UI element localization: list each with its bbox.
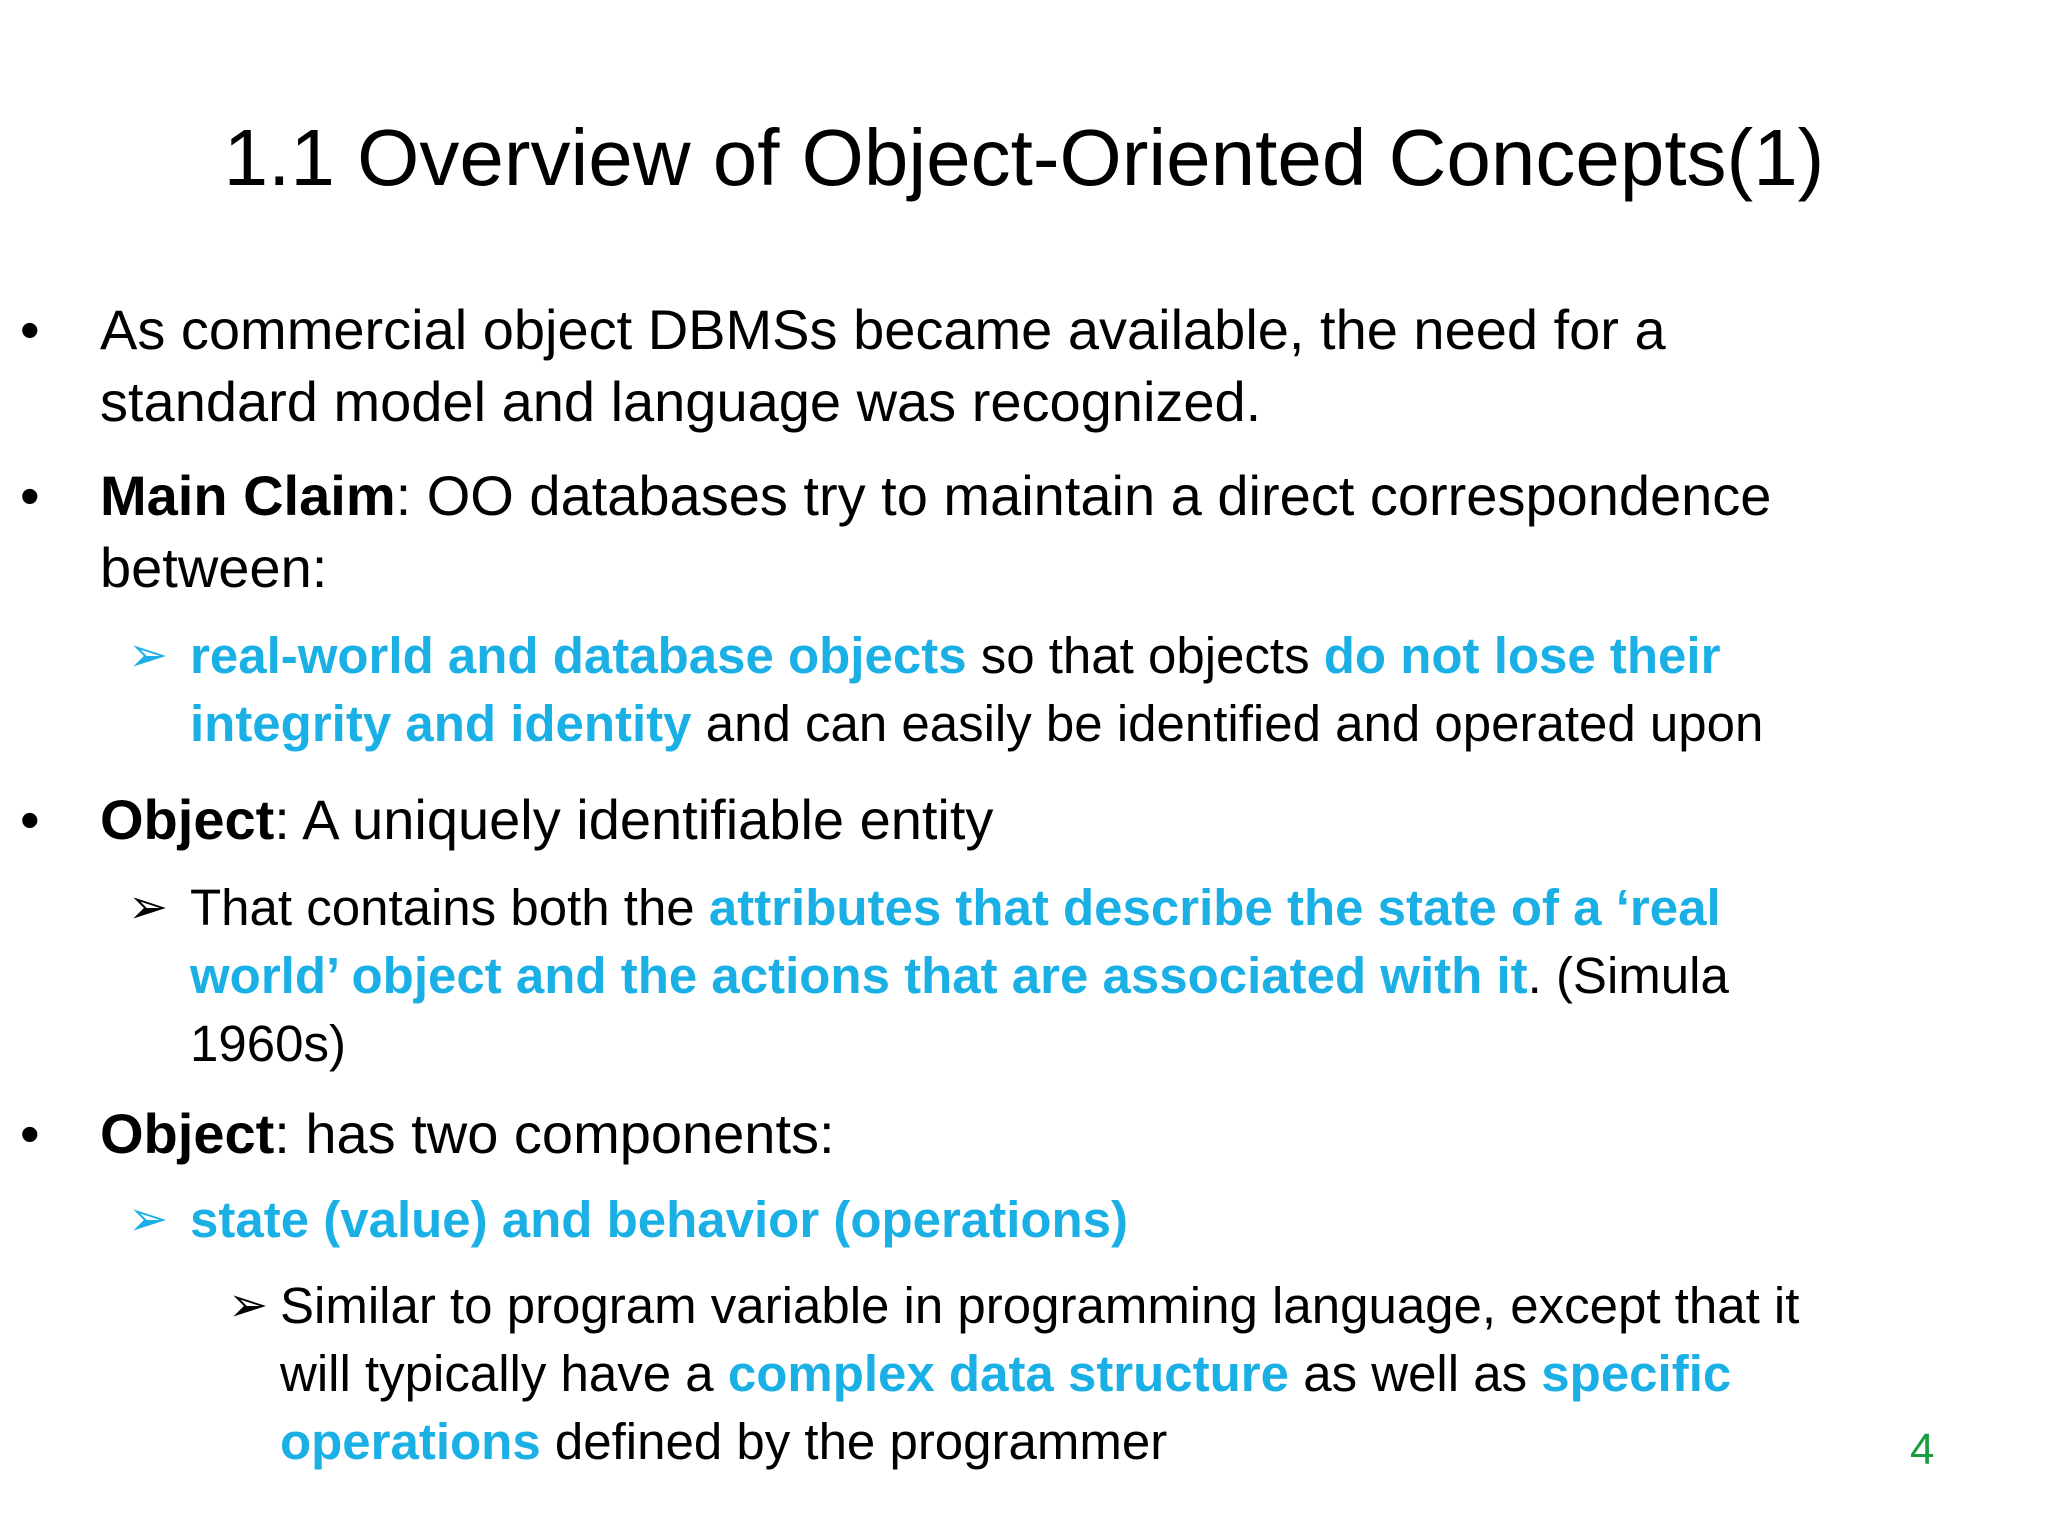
arrow-bullet-icon: ➢ xyxy=(128,881,169,934)
plain-text: so that objects xyxy=(966,627,1324,684)
plain-text: will typically have a xyxy=(280,1345,728,1402)
plain-text: as well as xyxy=(1289,1345,1542,1402)
sub-3-1-line-1 xyxy=(190,879,1721,936)
bullet-3-line-1 xyxy=(100,788,994,851)
highlight-text: state (value) and behavior (operations) xyxy=(190,1191,1129,1248)
plain-text: and can easily be identified and operated upon xyxy=(691,695,1764,752)
highlight-text: world’ object and the actions that are associated with it xyxy=(190,947,1528,1004)
highlight-text: real-world and database objects xyxy=(190,627,967,684)
sub-4-1-1-line-2 xyxy=(280,1345,1732,1402)
highlight-text: complex data structure xyxy=(727,1345,1290,1402)
highlight-text: specific xyxy=(1541,1345,1732,1402)
sub-3-1-line-2 xyxy=(190,947,1729,1004)
plain-text: That contains both the xyxy=(190,879,709,936)
term-object: Object xyxy=(100,1102,275,1165)
highlight-text: integrity and identity xyxy=(190,695,692,752)
highlight-text: operations xyxy=(280,1413,541,1470)
highlight-text: do not lose their xyxy=(1323,627,1721,684)
bullet-4-text: : has two components: xyxy=(274,1102,835,1165)
arrow-bullet-icon: ➢ xyxy=(228,1279,269,1332)
arrow-bullet-icon: ➢ xyxy=(128,629,169,682)
highlight-text: attributes that describe the state of a ‘real xyxy=(708,879,1721,936)
arrow-bullet-icon: ➢ xyxy=(128,1193,169,1246)
sub-2-1-line-2 xyxy=(190,695,1764,752)
bullet-2-text: : OO databases try to maintain a direct correspondence xyxy=(395,464,1772,527)
bullet-dot-icon: • xyxy=(20,464,40,527)
bullet-3-text: : A uniquely identifiable entity xyxy=(274,788,994,851)
bullet-4-line-1 xyxy=(100,1102,835,1165)
bullet-2-line-1 xyxy=(100,464,1772,527)
bullet-dot-icon: • xyxy=(20,298,40,361)
slide-title: 1.1 Overview of Object-Oriented Concepts(1) xyxy=(223,113,1825,202)
sub-4-1-1-line-3 xyxy=(280,1413,1168,1470)
sub-3-1-line-3: 1960s) xyxy=(190,1015,346,1072)
page-number: 4 xyxy=(1910,1425,1935,1474)
sub-2-1-line-1 xyxy=(190,627,1721,684)
bullet-dot-icon: • xyxy=(20,788,40,851)
bullet-1-line-2: standard model and language was recognized. xyxy=(100,370,1262,433)
bullet-1-line-1: As commercial object DBMSs became available, the need for a xyxy=(100,298,1666,361)
sub-4-1-1-line-1: Similar to program variable in programming language, except that it xyxy=(280,1277,1800,1334)
bullet-2-line-2: between: xyxy=(100,536,328,599)
sub-4-1-line-1 xyxy=(190,1191,1129,1248)
plain-text: . (Simula xyxy=(1527,947,1729,1004)
term-object: Object xyxy=(100,788,275,851)
plain-text: defined by the programmer xyxy=(540,1413,1168,1470)
bullet-dot-icon: • xyxy=(20,1102,40,1165)
term-main-claim: Main Claim xyxy=(100,464,396,527)
